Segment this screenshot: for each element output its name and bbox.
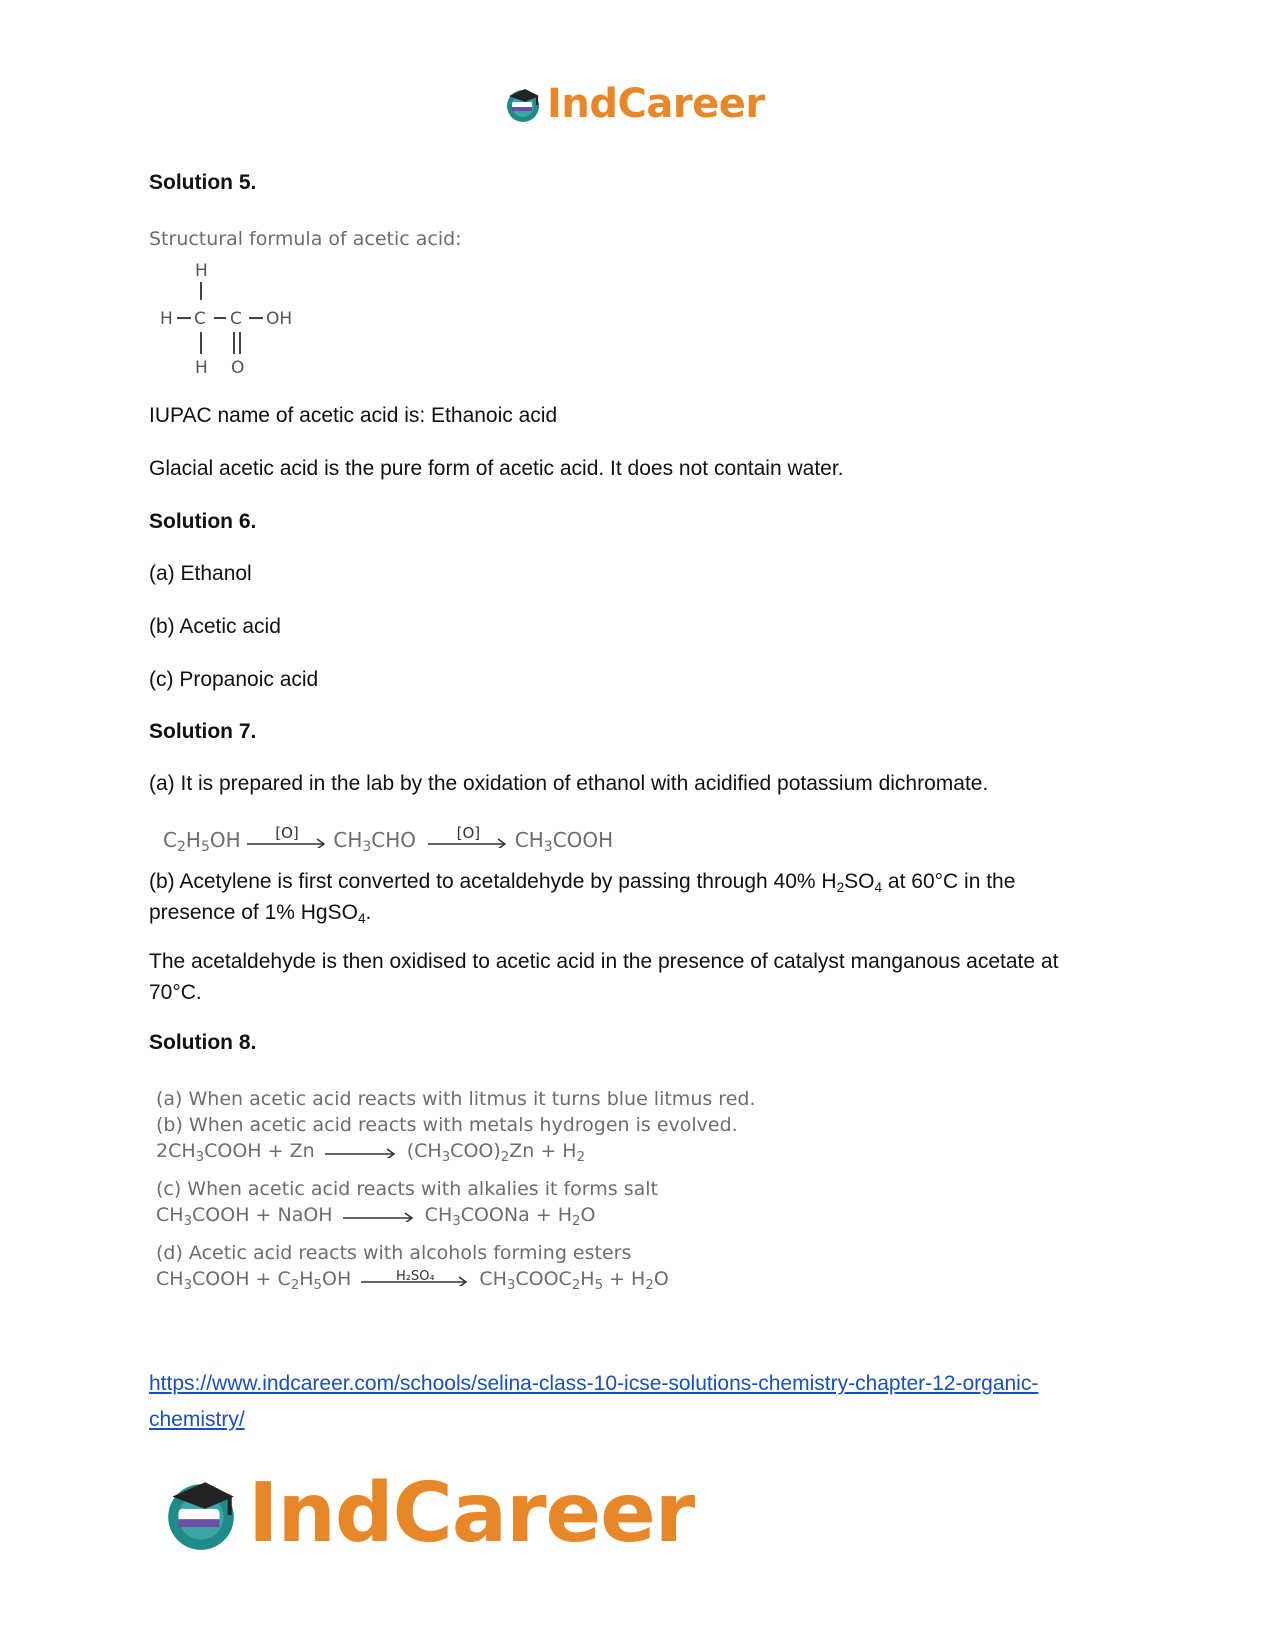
catalyst-label: H₂SO₄ — [395, 1268, 435, 1284]
graduation-globe-icon — [503, 84, 543, 124]
iupac-name-text: IUPAC name of acetic acid is: Ethanoic acid — [149, 404, 558, 427]
svg-text:H: H — [195, 358, 208, 378]
source-link-line-2[interactable]: chemistry/ — [149, 1408, 245, 1431]
logo-wordmark: IndCareer — [248, 1465, 695, 1561]
reaction-arrow — [343, 1210, 415, 1222]
reaction-arrow — [361, 1268, 469, 1286]
source-link-line-1[interactable]: https://www.indcareer.com/schools/selina-class-10-icse-solutions-chemistry-chapter-12-organic- — [149, 1372, 1039, 1395]
answer-7b-start: (b) Acetylene is first converted to acetaldehyde by passing through 40% H — [149, 870, 837, 893]
solution-5-heading: Solution 5. — [149, 171, 257, 194]
svg-text:OH: OH — [266, 309, 293, 329]
solution-7-heading: Solution 7. — [149, 720, 257, 743]
svg-text:C: C — [194, 309, 206, 329]
footer-logo — [160, 1465, 695, 1561]
answer-8b: (b) When acetic acid reacts with metals hydrogen is evolved. — [156, 1114, 738, 1136]
oxidant-label: [O] — [456, 823, 481, 842]
ethanol-oxidation-equation: $C_2H_5OH$ [O] $CH_3CHO$ [O] $CH_3COOH$ — [163, 823, 614, 855]
glacial-acid-text: Glacial acetic acid is the pure form of acetic acid. It does not contain water. — [149, 457, 844, 480]
svg-text:C: C — [230, 309, 242, 329]
answer-7b-mid: at 60°C in the — [882, 870, 1016, 893]
answer-7b-paragraph-2: The acetaldehyde is then oxidised to acetic acid in the presence of catalyst manganous acetate at 70°C. — [149, 950, 1059, 1004]
svg-text:H: H — [195, 261, 208, 281]
acetic-acid-structure — [158, 260, 308, 380]
solution-8-heading: Solution 8. — [149, 1031, 257, 1054]
answer-6a: (a) Ethanol — [149, 562, 252, 585]
structural-formula-caption: Structural formula of acetic acid: — [149, 228, 462, 250]
reaction-arrow — [428, 823, 508, 848]
svg-text:O: O — [231, 358, 245, 378]
answer-7b-line2: presence of 1% HgSO — [149, 901, 358, 924]
solution-6-heading: Solution 6. — [149, 510, 257, 533]
reaction-arrow — [325, 1146, 397, 1158]
answer-7a: (a) It is prepared in the lab by the oxidation of ethanol with acidified potassium dichromate. — [149, 772, 989, 795]
header-logo — [503, 78, 765, 130]
answer-8a: (a) When acetic acid reacts with litmus it turns blue litmus red. — [156, 1088, 756, 1110]
answer-6c: (c) Propanoic acid — [149, 668, 319, 691]
answer-7b: (b) Acetylene is first converted to acetaldehyde by passing through 40% $H_2SO_4$ at 60°C in the presence of 1% HgSO$_4$. — [149, 870, 1016, 926]
answer-8d: (d) Acetic acid reacts with alcohols forming esters — [156, 1242, 632, 1264]
logo-wordmark: IndCareer — [547, 81, 765, 127]
alkali-reaction-equation: $CH_3COOH$ + NaOH $CH_3COONa + H_2O$ — [156, 1204, 596, 1229]
ester-reaction-equation: $CH_3COOH + C_2H_5OH$ H₂SO₄ $CH_3COOC_2H_5 + H_2O$ — [156, 1266, 755, 1292]
svg-text:H: H — [160, 309, 173, 329]
solution-8-block — [156, 1086, 755, 1292]
oxidant-label: [O] — [275, 823, 299, 842]
answer-6b: (b) Acetic acid — [149, 615, 281, 638]
answer-8c: (c) When acetic acid reacts with alkalies it forms salt — [156, 1178, 658, 1200]
graduation-globe-icon — [160, 1472, 242, 1554]
source-link-block — [149, 1366, 1129, 1438]
metal-reaction-equation: $2CH_3COOH + Zn$ $(CH_3COO)_2Zn + H_2$ — [156, 1140, 586, 1165]
reaction-arrow — [247, 823, 327, 848]
